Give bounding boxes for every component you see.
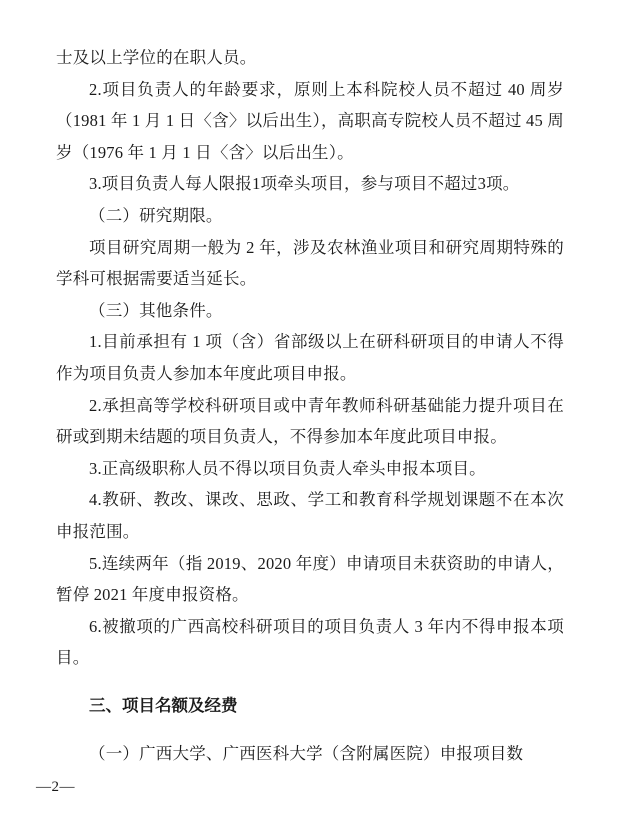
paragraph-condition-4: 4.教研、教改、课改、思政、学工和教育科学规划课题不在本次申报范围。 — [56, 490, 564, 541]
paragraph-condition-3: 3.正高级职称人员不得以项目负责人牵头申报本项目。 — [89, 458, 486, 478]
paragraph-condition-1: 1.目前承担有 1 项（含）省部级以上在研科研项目的申请人不得作为项目负责人参加本年度此项目申报。 — [56, 332, 564, 383]
paragraph-condition-5: 5.连续两年（指 2019、2020 年度）申请项目未获资助的申请人，暂停 2021 年度申报资格。 — [56, 553, 564, 605]
page-number: —2— — [36, 779, 75, 795]
paragraph-age-requirement: 2.项目负责人的年龄要求，原则上本科院校人员不超过 40 周岁（1981 年 1 月 1 日〈含〉以后出生），高职高专院校人员不超过 45 周岁（1976 年 1 月 1 日〈含〉以后出生）。 — [56, 79, 564, 162]
document-body — [56, 42, 564, 770]
paragraph-research-period-detail: 项目研究周期一般为 2 年，涉及农林渔业项目和研究周期特殊的学科可根据需要适当延长。 — [56, 237, 564, 289]
section-heading-quota-and-funding: 三、项目名额及经费 — [89, 696, 238, 716]
paragraph-continuation: 士及以上学位的在职人员。 — [56, 48, 257, 67]
paragraph-quota-universities: （一）广西大学、广西医科大学（含附属医院）申报项目数 — [89, 744, 524, 764]
paragraph-section-research-period-title: （二）研究期限。 — [89, 205, 223, 225]
paragraph-project-limit: 3.项目负责人每人限报1项牵头项目，参与项目不超过3项。 — [89, 174, 520, 194]
paragraph-condition-2: 2.承担高等学校科研项目或中青年教师科研基础能力提升项目在研或到期未结题的项目负责人，不得参加本年度此项目申报。 — [56, 395, 564, 447]
paragraph-condition-6: 6.被撤项的广西高校科研项目的项目负责人 3 年内不得申报本项目。 — [56, 616, 564, 668]
paragraph-section-other-conditions-title: （三）其他条件。 — [89, 300, 223, 320]
